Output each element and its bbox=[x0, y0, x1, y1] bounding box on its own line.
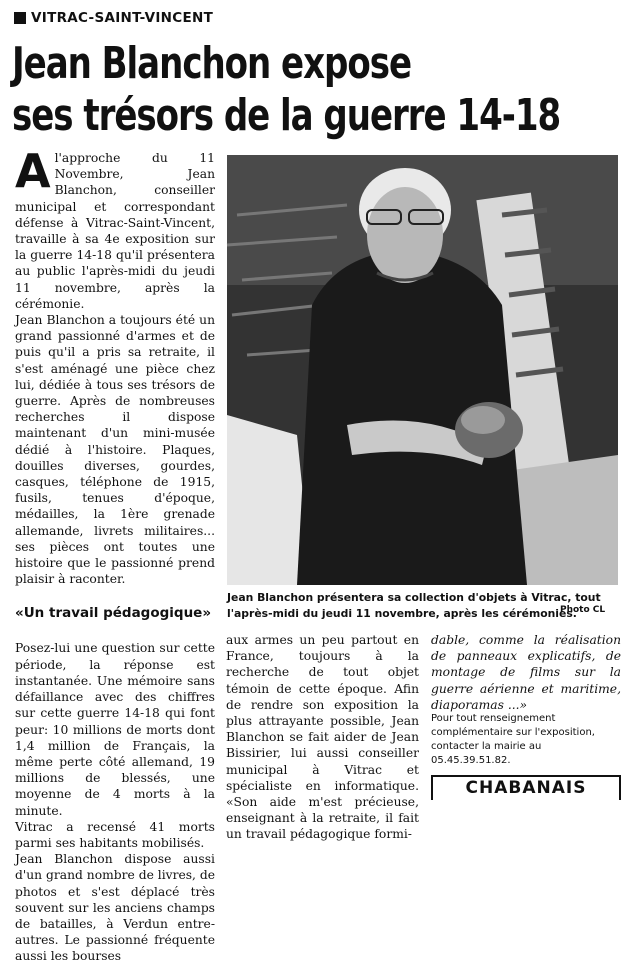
paragraph-3: Posez-lui une question sur cette période, la réponse est instantanée. Une mémoire sans défaillance avec des chiffres sur cette guerre 14-18 qui font peur: 10 millions de morts dont 1,4 million de Français, la même perte côté allemand, 19 millions de blessés, une moyenne de 4 morts à la minute. bbox=[15, 641, 215, 818]
drop-cap: A bbox=[15, 144, 51, 198]
kicker-label: VITRAC-SAINT-VINCENT bbox=[31, 10, 214, 26]
article-photo bbox=[227, 155, 618, 585]
article-column-3 bbox=[431, 632, 621, 713]
next-section-header: CHABANAIS bbox=[431, 775, 621, 800]
intro-text: l'approche du 11 Novembre, Jean Blanchon, conseiller municipal et correspondant défense à Vitrac-Saint-Vincent, travaille à sa 4e exposition sur la guerre 14-18 qu'il présentera au public l'après-midi du jeudi 11 novembre, après la cérémonie. bbox=[15, 151, 215, 311]
photo-illustration bbox=[227, 155, 618, 585]
article-intro bbox=[15, 144, 215, 312]
headline-line-1: Jean Blanchon expose bbox=[12, 38, 412, 89]
photo-caption: Jean Blanchon présentera sa collection d'objets à Vitrac, tout l'après-midi du jeudi 11 novembre, après les cérémonies. bbox=[227, 591, 601, 620]
contact-info: Pour tout renseignement complémentaire sur l'exposition, contacter la mairie au 05.45.39.51.82. bbox=[431, 713, 595, 766]
photo-credit: Photo CL bbox=[560, 605, 606, 615]
headline-line-2: ses trésors de la guerre 14-18 bbox=[12, 90, 561, 141]
kicker-square-icon bbox=[14, 12, 26, 24]
paragraph-4: Vitrac a recensé 41 morts parmi ses habitants mobilisés. bbox=[15, 819, 215, 850]
article-column-2 bbox=[226, 632, 419, 843]
paragraph-5: Jean Blanchon dispose aussi d'un grand nombre de livres, de photos et s'est déplacé très souvent sur les anciens champs de batailles, à Verdun entre-autres. Le passionné fréquente aussi les bourses bbox=[15, 852, 216, 964]
headline bbox=[12, 38, 561, 142]
article-column-1 bbox=[15, 144, 216, 965]
section-kicker bbox=[14, 8, 213, 28]
subheading: «Un travail pédagogique» bbox=[15, 605, 212, 622]
paragraph-2: Jean Blanchon a toujours été un grand passionné d'armes et de puis qu'il a pris sa retraite, il s'est aménagé une pièce chez lui, dédiée à tous ses trésors de guerre. Après de nombreuses recherches il dispose maintenant d'un mini-musée dédié à l'histoire. Plaques, douilles diverses, gourdes, casques, téléphone de 1915, fusils, tenues d'époque, médailles, la 1ère grenade allemande, livrets militaires... ses pièces ont toutes une histoire que le passionné prend plaisir à raconter. bbox=[15, 313, 215, 587]
quote-continuation: dable, comme la réalisation de panneaux explicatifs, de montage de films sur la guerre aérienne et maritime, diaporamas ...» bbox=[431, 633, 621, 712]
paragraph-6: aux armes un peu partout en France, toujours à la recherche de tout objet témoin de cette époque. Afin de rendre son exposition la plus attrayante possible, Jean Blanchon se fait aider de Jean Bissirier, lui aussi conseiller municipal à Vitrac et spécialiste en informatique. «Son aide m'est précieuse, enseignant à la retraite, il fait un travail pédagogique formi- bbox=[226, 633, 419, 842]
